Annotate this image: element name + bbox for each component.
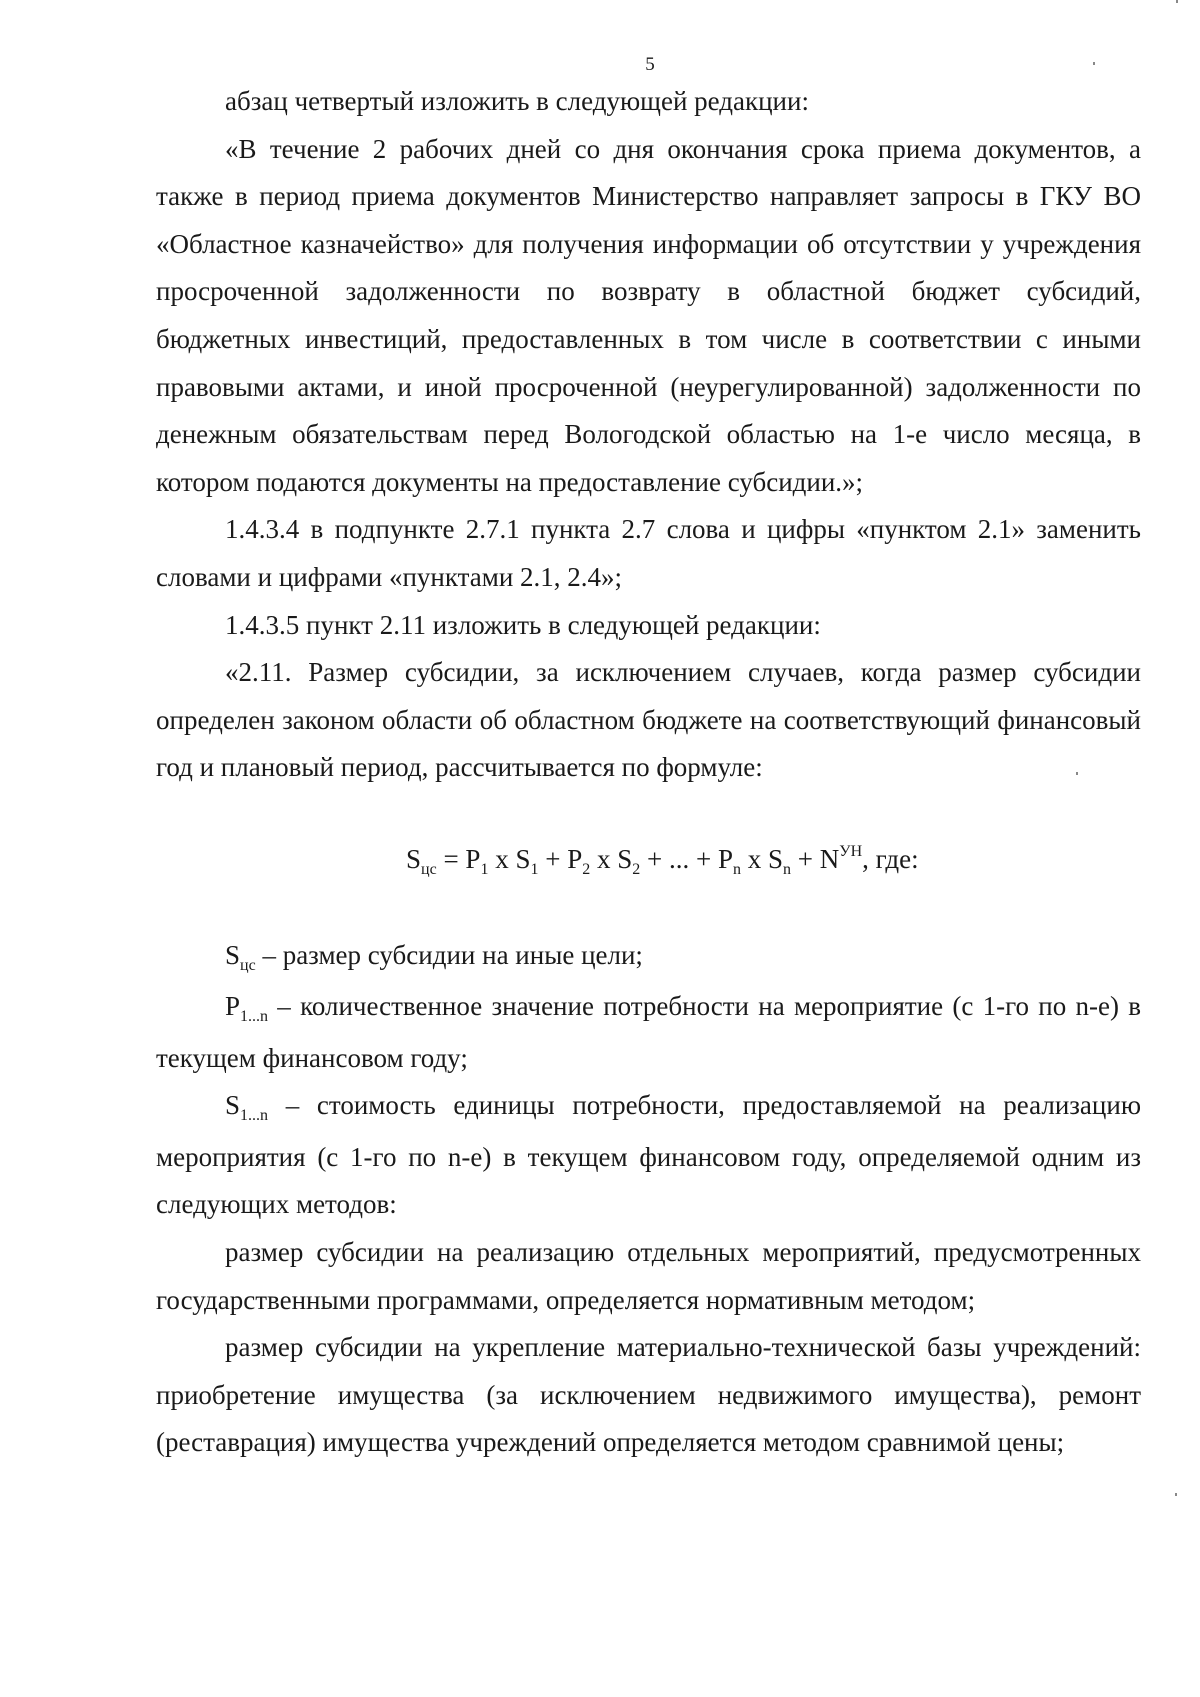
- spacer: [156, 792, 1141, 836]
- paragraph-2-11: «2.11. Размер субсидии, за исключением случаев, когда размер субсидии определен законом области об областном бюджете на соответствующий финансовый год и плановый период, рассчитывается по формуле:: [156, 657, 1141, 783]
- paragraph-quote-deadline: «В течение 2 рабочих дней со дня окончания срока приема документов, а также в период приема документов Министерство направляет запросы в ГКУ ВО «Областное казначейство» для получения информации об отсутствии у учреждения просроченной задолженности по возврату в областной бюджет субсидий, бюджетных инвестиций, предоставленных в том числе в соответствии с иными правовыми актами, и иной просроченной (неурегулированной) задолженности по денежным обязательствам перед Вологодской областью на 1-е число месяца, в котором подаются документы на предоставление субсидии.»;: [156, 133, 1141, 497]
- document-body: [156, 78, 1141, 1467]
- scan-dot: [1175, 1493, 1177, 1496]
- scan-dot: [1076, 772, 1078, 775]
- spacer: [156, 888, 1141, 932]
- paragraph-method-normative: размер субсидии на реализацию отдельных мероприятий, предусмотренных государственными программами, определяется нормативным методом;: [156, 1237, 1141, 1315]
- page-number: 5: [645, 54, 655, 75]
- formula: $S_{цс} = P_1$ x $S_1 + P_2$ x $S_2$ + ... + $P_n$ x $S_n + N^{УН}$, где:: [406, 842, 919, 878]
- definition-p-1-n: $P_{1...n}$ – количественное значение потребности на мероприятие (с 1-го по n-е) в текущем финансовом году;: [156, 991, 1141, 1073]
- scan-dot: [1176, 0, 1178, 3]
- paragraph-1-4-3-5: 1.4.3.5 пункт 2.11 изложить в следующей редакции:: [225, 609, 821, 640]
- paragraph-1-4-3-4: 1.4.3.4 в подпункте 2.7.1 пункта 2.7 слова и цифры «пунктом 2.1» заменить словами и цифрами «пунктами 2.1, 2.4»;: [156, 514, 1141, 592]
- definition-s-cs: $S_{цс}$ – размер субсидии на иные цели;: [225, 939, 643, 974]
- definition-s-1-n: $S_{1...n}$ – стоимость единицы потребности, предоставляемой на реализацию мероприятия (с 1-го по n-е) в текущем финансовом году, определяемой одним из следующих методов:: [156, 1090, 1141, 1220]
- paragraph-method-comparable-price: размер субсидии на укрепление материально-технической базы учреждений: приобретение имущества (за исключением недвижимого имущества), ремонт (реставрация) имущества учреждений определяется методом сравнимой цены;: [156, 1332, 1141, 1458]
- paragraph-intro: абзац четвертый изложить в следующей редакции:: [225, 86, 809, 116]
- scan-dot: [1093, 62, 1095, 65]
